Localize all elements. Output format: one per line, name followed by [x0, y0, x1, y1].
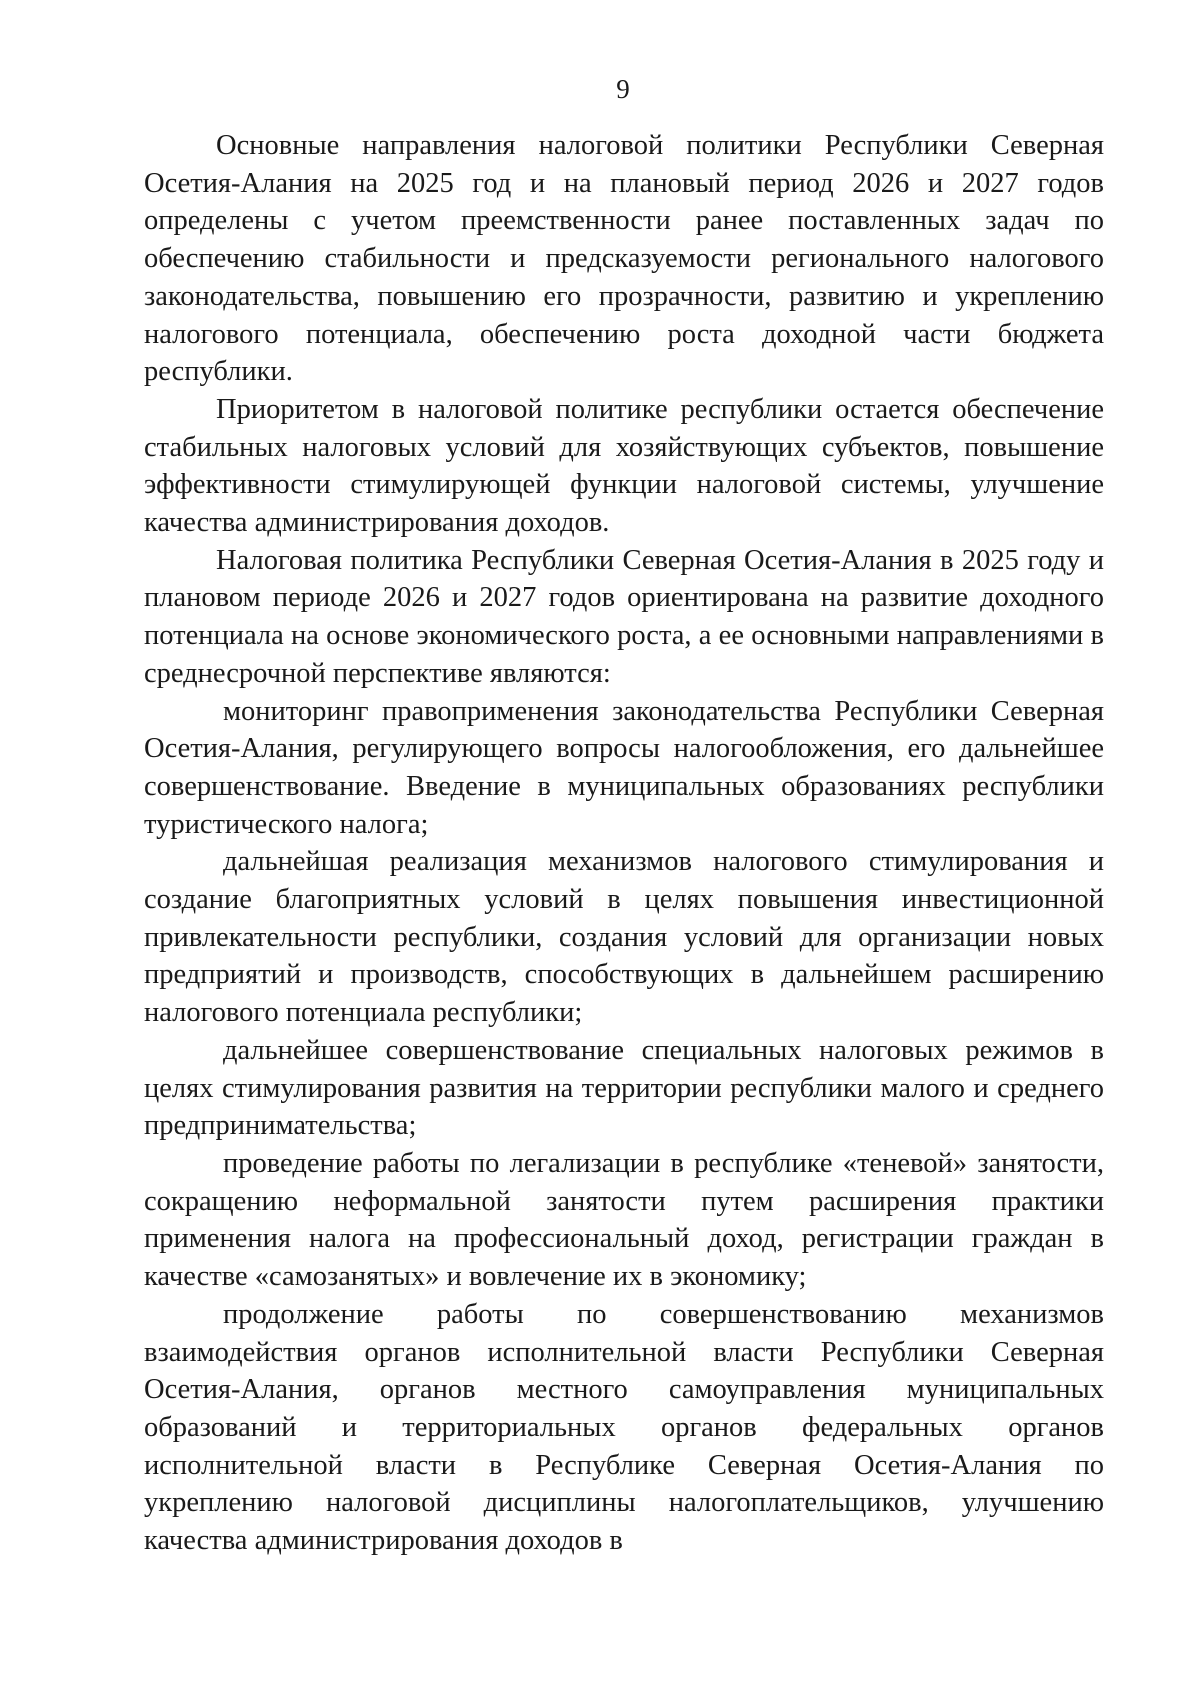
list-item-stimulation: дальнейшая реализация механизмов налогового стимулирования и создание благоприятных условий в целях повышения инвестиционной привлекательности республики, создания условий для организации новых предприятий и производств, способствующих в дальнейшем расширению налогового потенциала республики; — [144, 846, 1104, 1029]
list-item-cooperation: продолжение работы по совершенствованию механизмов взаимодействия органов исполнительной власти Республики Северная Осетия-Алания, органов местного самоуправления муниципальных образований и территориальных органов федеральных органов исполнительной власти в Республике Северная Осетия-Алания по укреплению налоговой дисциплины налогоплательщиков, улучшению качества администрирования доходов в — [144, 1298, 1104, 1557]
paragraph-priority: Приоритетом в налоговой политике республики остается обеспечение стабильных налоговых условий для хозяйствующих субъектов, повышение эффективности стимулирующей функции налоговой системы, улучшение качества администрирования доходов. — [144, 393, 1104, 539]
list-item-monitoring: мониторинг правоприменения законодательства Республики Северная Осетия-Алания, регулирующего вопросы налогообложения, его дальнейшее совершенствование. Введение в муниципальных образованиях республики туристического налога; — [144, 695, 1104, 840]
page-number: 9 — [616, 74, 630, 104]
paragraph-tax-policy-intro: Налоговая политика Республики Северная Осетия-Алания в 2025 году и плановом периоде 2026 и 2027 годов ориентирована на развитие доходного потенциала на основе экономического роста, а ее основными направлениями в среднесрочной перспективе являются: — [144, 544, 1104, 689]
paragraph-main-directions: Основные направления налоговой политики Республики Северная Осетия-Алания на 2025 год и на плановый период 2026 и 2027 годов определены с учетом преемственности ранее поставленных задач по обеспечению стабильности и предсказуемости регионального налогового законодательства, повышению его прозрачности, развитию и укреплению налогового потенциала, обеспечению роста доходной части бюджета республики. — [144, 130, 1104, 388]
list-item-legalization: проведение работы по легализации в республике «теневой» занятости, сокращению неформальной занятости путем расширения практики применения налога на профессиональный доход, регистрации граждан в качестве «самозанятых» и вовлечение их в экономику; — [144, 1147, 1104, 1293]
list-item-special-regimes: дальнейшее совершенствование специальных налоговых режимов в целях стимулирования развития на территории республики малого и среднего предпринимательства; — [144, 1034, 1104, 1142]
document-body — [144, 127, 1104, 1560]
